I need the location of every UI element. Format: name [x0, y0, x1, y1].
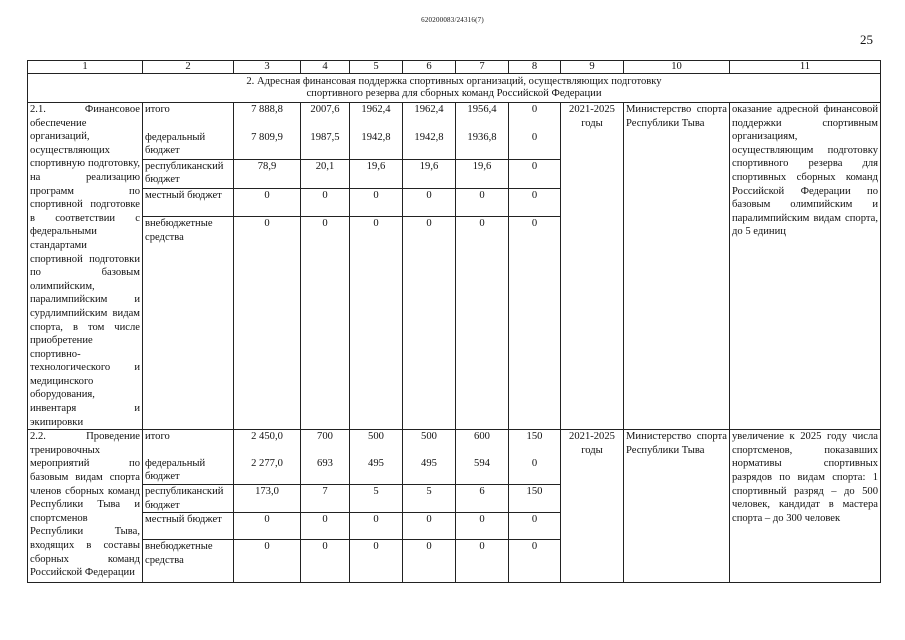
- value-cell: 150: [509, 484, 561, 512]
- funding-source: местный бюджет: [143, 189, 234, 217]
- value-cell: 173,0: [234, 484, 301, 512]
- result-cell: увеличение к 2025 году числа спортсменов, показавших нормативы спортивных разрядов по видам спорта: 1 спортивный разряд – до 500 человек, кандидат в мастера спорта – до 300 человек: [730, 430, 881, 583]
- value-cell: 1942,8: [403, 131, 456, 160]
- funding-source: итого: [143, 103, 234, 131]
- value-cell: 0: [509, 103, 561, 131]
- funding-source: республиканский бюджет: [143, 159, 234, 188]
- value-cell: 0: [301, 189, 350, 217]
- funding-source: внебюджетные средства: [143, 217, 234, 430]
- column-number: 8: [509, 61, 561, 74]
- value-cell: 5: [350, 484, 403, 512]
- section-row: [28, 74, 881, 103]
- column-number: 4: [301, 61, 350, 74]
- value-cell: 0: [509, 217, 561, 430]
- value-cell: 0: [403, 513, 456, 540]
- value-cell: 1942,8: [350, 131, 403, 160]
- value-cell: 500: [350, 430, 403, 457]
- value-cell: 0: [301, 540, 350, 583]
- value-cell: 0: [509, 457, 561, 485]
- value-cell: 500: [403, 430, 456, 457]
- value-cell: 7: [301, 484, 350, 512]
- value-cell: 0: [350, 189, 403, 217]
- value-cell: 0: [456, 217, 509, 430]
- value-cell: 5: [403, 484, 456, 512]
- funding-source: федеральный бюджет: [143, 457, 234, 485]
- column-number: 6: [403, 61, 456, 74]
- value-cell: 7 888,8: [234, 103, 301, 131]
- value-cell: 0: [509, 159, 561, 188]
- value-cell: 20,1: [301, 159, 350, 188]
- column-number: 11: [730, 61, 881, 74]
- value-cell: 0: [509, 131, 561, 160]
- value-cell: 600: [456, 430, 509, 457]
- column-number: 9: [561, 61, 624, 74]
- value-cell: 0: [509, 189, 561, 217]
- value-cell: 1962,4: [403, 103, 456, 131]
- funding-source: внебюджетные средства: [143, 540, 234, 583]
- value-cell: 0: [301, 513, 350, 540]
- value-cell: 495: [403, 457, 456, 485]
- column-number: 5: [350, 61, 403, 74]
- value-cell: 0: [234, 540, 301, 583]
- measure-name: 2.2. Проведение тренировочных мероприятий по базовым видам спорта членов сборных команд Республики Тыва и спортсменов Республики Тыва, входящих в составы сборных команд Российской Федерации: [28, 430, 143, 583]
- value-cell: 150: [509, 430, 561, 457]
- value-cell: 0: [456, 540, 509, 583]
- funding-source: республиканский бюджет: [143, 484, 234, 512]
- funding-source: местный бюджет: [143, 513, 234, 540]
- value-cell: 7 809,9: [234, 131, 301, 160]
- funding-source: федеральный бюджет: [143, 131, 234, 160]
- value-cell: 700: [301, 430, 350, 457]
- value-cell: 2 277,0: [234, 457, 301, 485]
- section-title: 2. Адресная финансовая поддержка спортивных организаций, осуществляющих подготовку спортивного резерва для сборных команд Российской Федерации: [28, 74, 881, 103]
- value-cell: 0: [350, 513, 403, 540]
- value-cell: 0: [350, 540, 403, 583]
- executor-cell: Министерство спорта Республики Тыва: [624, 430, 730, 583]
- period-cell: 2021-2025 годы: [561, 103, 624, 430]
- value-cell: 594: [456, 457, 509, 485]
- result-cell: оказание адресной финансовой поддержки спортивным организациям, осуществляющим подготовку спортивного резерва для спортивных сборных команд Российской Федерации по базовым олимпийским и паралимпийским видам спорта, до 5 единиц: [730, 103, 881, 430]
- value-cell: 0: [403, 540, 456, 583]
- value-cell: 0: [456, 189, 509, 217]
- measure-name: 2.1. Финансовое обеспечение организаций, осуществляющих спортивную подготовку, на реализацию программ по спортивной подготовке в соответствии с федеральными стандартами спортивной подготовки по базовым олимпийским, паралимпийским и сурдлимпийским видам спорта, в том числе приобретение спортивно-технологического и медицинского оборудования, инвентаря и экипировки: [28, 103, 143, 430]
- column-number: 10: [624, 61, 730, 74]
- value-cell: 2007,6: [301, 103, 350, 131]
- value-cell: 2 450,0: [234, 430, 301, 457]
- table-row: [28, 430, 881, 457]
- value-cell: 78,9: [234, 159, 301, 188]
- program-table: [27, 60, 881, 583]
- value-cell: 0: [301, 217, 350, 430]
- value-cell: 0: [403, 189, 456, 217]
- table-row: [28, 103, 881, 131]
- column-number: 7: [456, 61, 509, 74]
- page-number: 25: [860, 32, 873, 47]
- column-number: 1: [28, 61, 143, 74]
- value-cell: 0: [350, 217, 403, 430]
- value-cell: 1987,5: [301, 131, 350, 160]
- column-number: 3: [234, 61, 301, 74]
- value-cell: 1936,8: [456, 131, 509, 160]
- value-cell: 19,6: [350, 159, 403, 188]
- value-cell: 6: [456, 484, 509, 512]
- value-cell: 19,6: [403, 159, 456, 188]
- value-cell: 1962,4: [350, 103, 403, 131]
- column-number: 2: [143, 61, 234, 74]
- document-code: 620200083/24316(7): [421, 16, 484, 24]
- period-cell: 2021-2025 годы: [561, 430, 624, 583]
- value-cell: 0: [509, 540, 561, 583]
- value-cell: 693: [301, 457, 350, 485]
- funding-source: итого: [143, 430, 234, 457]
- value-cell: 0: [234, 189, 301, 217]
- value-cell: 0: [403, 217, 456, 430]
- value-cell: 0: [456, 513, 509, 540]
- column-number-row: [28, 61, 881, 74]
- value-cell: 1956,4: [456, 103, 509, 131]
- value-cell: 0: [234, 217, 301, 430]
- value-cell: 0: [509, 513, 561, 540]
- value-cell: 19,6: [456, 159, 509, 188]
- executor-cell: Министерство спорта Республики Тыва: [624, 103, 730, 430]
- value-cell: 0: [234, 513, 301, 540]
- value-cell: 495: [350, 457, 403, 485]
